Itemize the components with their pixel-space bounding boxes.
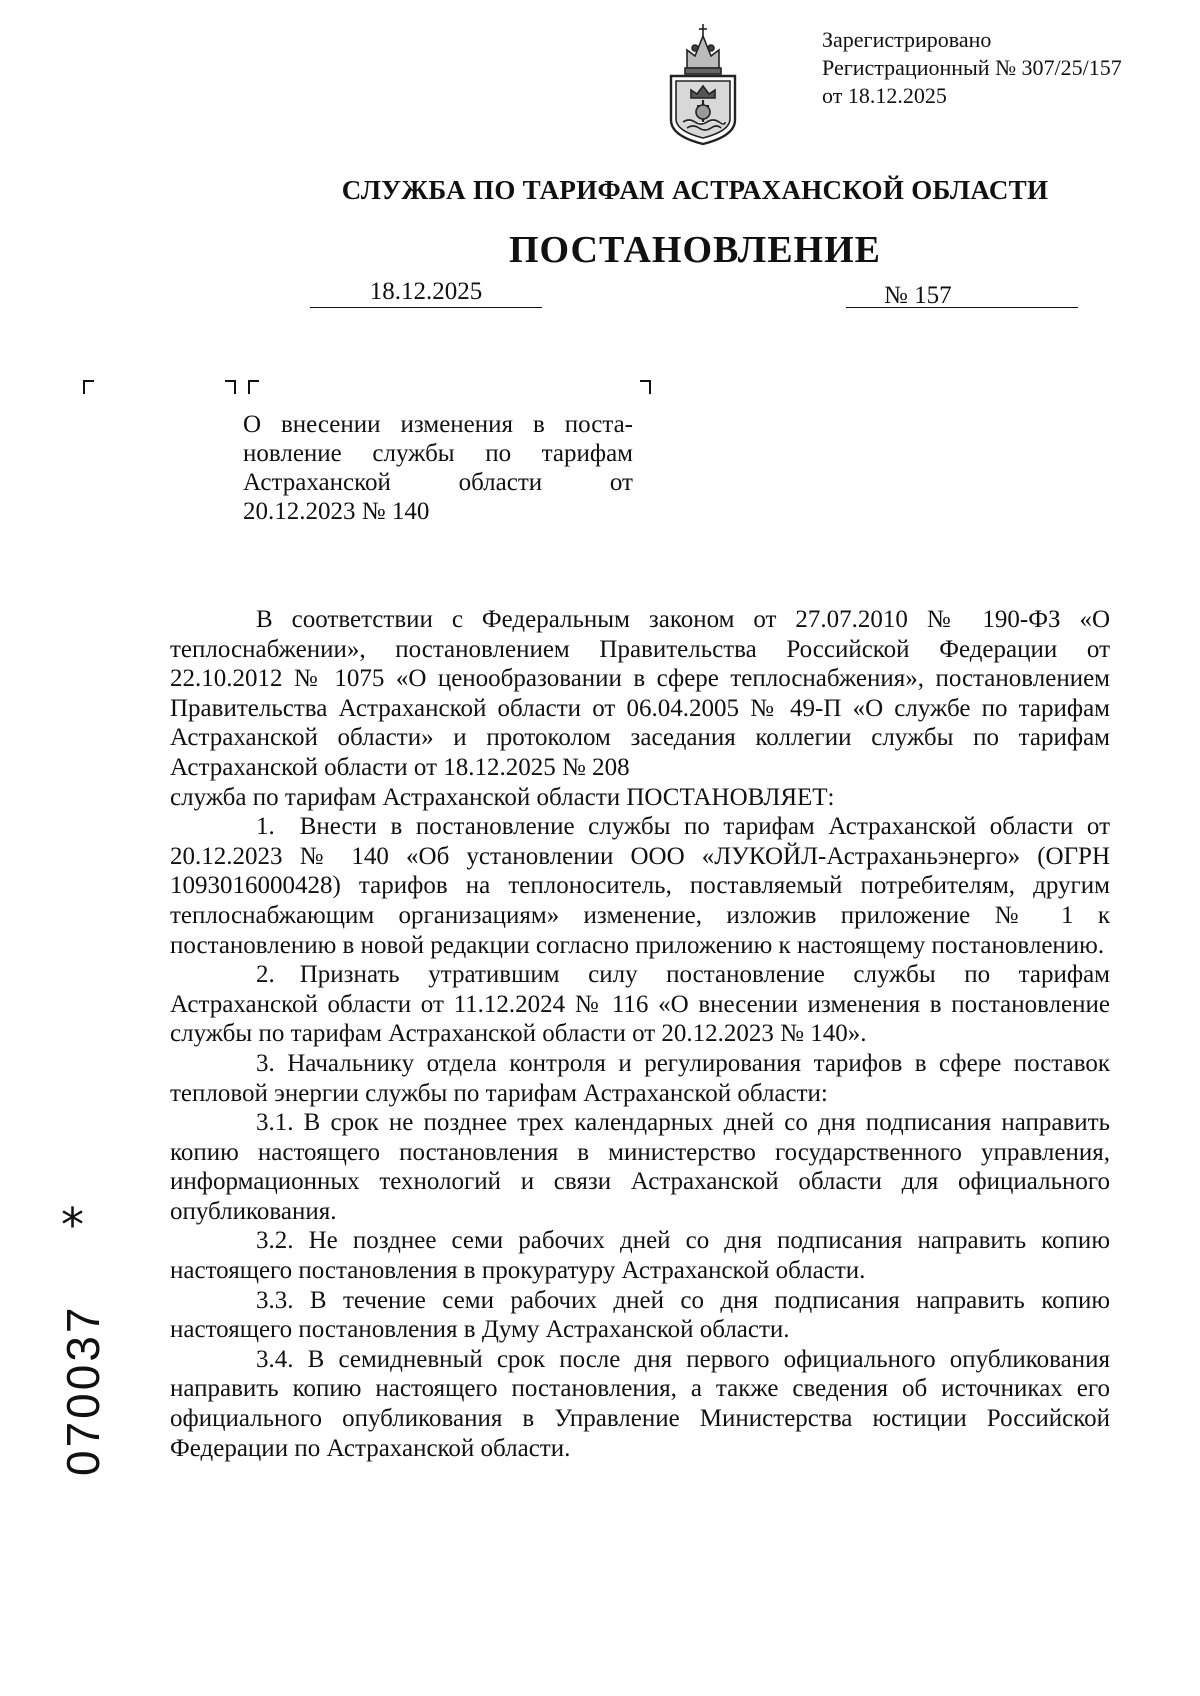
- item-3-4: 3.4. В семидневный срок после дня первого официального опубликования направить копию настоящего постановления, а также сведения об источниках его официального опубликования в Управление Министерства юстиции Российской Федерации по Астраханской области.: [170, 1345, 1110, 1462]
- subject-line-3: Астраханской области от: [243, 469, 633, 496]
- document-body: [170, 605, 1110, 1463]
- subject-line-1: О внесении изменения в поста-: [243, 411, 633, 438]
- item-3-2: 3.2. Не позднее семи рабочих дней со дня подписания направить копию настоящего постановления в прокуратуру Астраханской области.: [170, 1227, 1110, 1285]
- item-1: 1. Внести в постановление службы по тарифам Астраханской области от 20.12.2023 № 140 «Об установлении ООО «ЛУКОЙЛ-Астраханьэнерго» (ОГРН 1093016000428) тарифов на теплоноситель, поставляемый потребителям, другим теплоснабжающим организациям» изменение, изложив приложение № 1 к постановлению в новой редакции согласно приложению к настоящему постановлению.: [170, 813, 1110, 959]
- item-2: 2. Признать утратившим силу постановление службы по тарифам Астраханской области от 11.12.2024 № 116 «О внесении изменения в постановление службы по тарифам Астраханской области от 20.12.2023 № 140».: [170, 961, 1110, 1048]
- item-3-1: 3.1. В срок не позднее трех календарных дней со дня подписания направить копию настоящего постановления в министерство государственного управления, информационных технологий и связи Астраханской области для официального опубликования.: [170, 1109, 1110, 1225]
- subject-line-4: 20.12.2023 № 140: [243, 498, 430, 525]
- corner-mark-left-end: [225, 380, 236, 394]
- document-date: 18.12.2025: [310, 277, 542, 308]
- corner-mark-top-left: [83, 380, 94, 394]
- margin-serial-number: 070037: [57, 1304, 109, 1476]
- document-number-value: № 157: [884, 285, 952, 308]
- subject-line-2: новление службы по тарифам: [243, 440, 633, 467]
- item-3: 3. Начальнику отдела контроля и регулирования тарифов в сфере поставок тепловой энергии службы по тарифам Астраханской области:: [170, 1049, 1110, 1107]
- margin-star: *: [61, 1198, 84, 1252]
- corner-mark-title-start: [248, 380, 259, 394]
- item-3-3: 3.3. В течение семи рабочих дней со дня подписания направить копию настоящего постановления в Думу Астраханской области.: [170, 1286, 1110, 1344]
- coat-of-arms-icon: [657, 20, 749, 152]
- registration-number: Регистрационный № 307/25/157: [822, 55, 1122, 80]
- registration-date: от 18.12.2025: [822, 83, 947, 108]
- registration-stamp: [822, 26, 1122, 110]
- corner-mark-title-end: [640, 380, 651, 394]
- preamble-paragraph: В соответствии с Федеральным законом от 27.07.2010 № 190-ФЗ «О теплоснабжении», постановлением Правительства Российской Федерации от 22.10.2012 № 1075 «О ценообразовании в сфере теплоснабжения», постановлением Правительства Астраханской области от 06.04.2005 № 49-П «О службе по тарифам Астраханской области» и протоколом заседания коллегии службы по тарифам Астраханской области от 18.12.2025 № 208: [170, 606, 1110, 781]
- document-number: [846, 285, 1078, 308]
- registration-label: Зарегистрировано: [822, 27, 992, 52]
- resolves-line: служба по тарифам Астраханской области ПОСТАНОВЛЯЕТ:: [170, 783, 835, 811]
- agency-name: СЛУЖБА ПО ТАРИФАМ АСТРАХАНСКОЙ ОБЛАСТИ: [341, 175, 1049, 205]
- document-subject: [243, 410, 633, 526]
- document-type-title: ПОСТАНОВЛЕНИЕ: [508, 229, 882, 271]
